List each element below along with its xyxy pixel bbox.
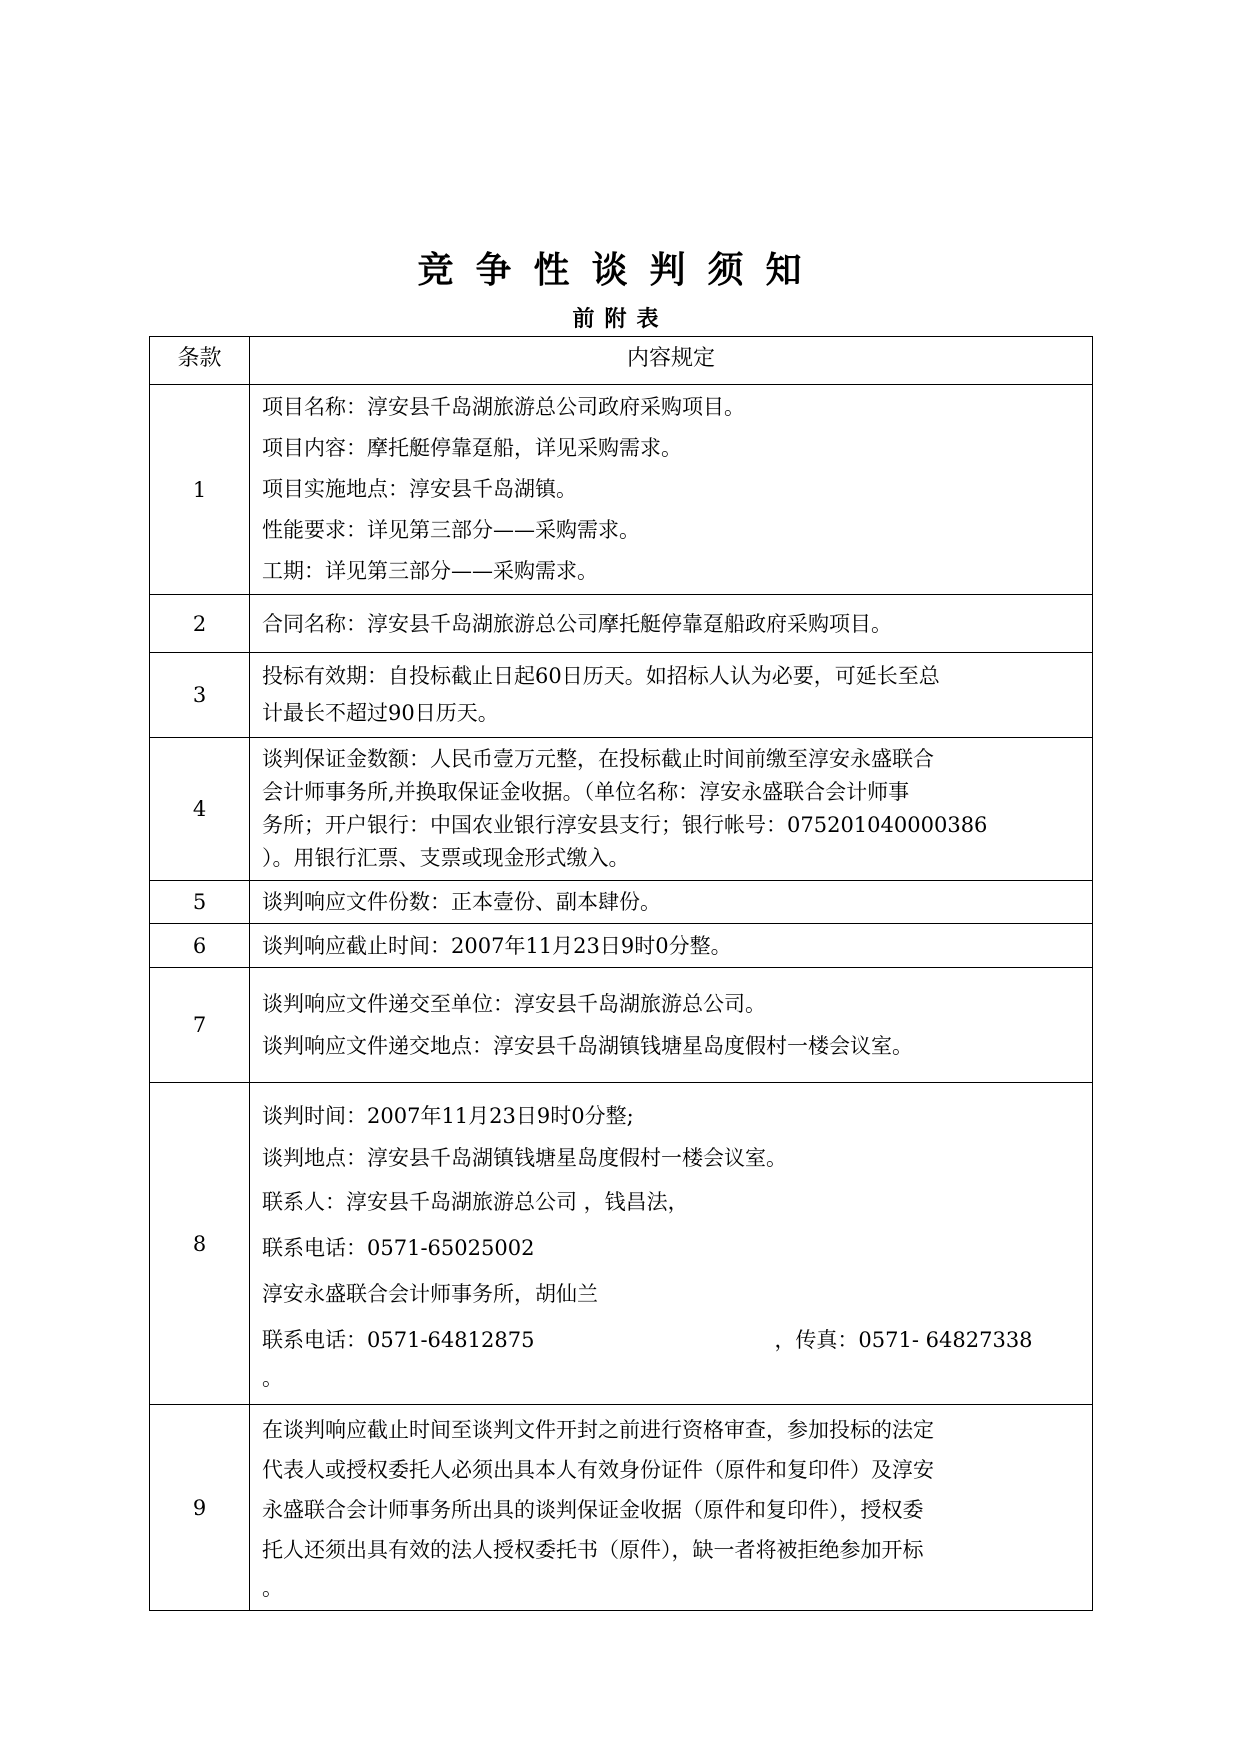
clause-content bbox=[250, 1405, 1093, 1611]
table-row bbox=[150, 385, 1093, 595]
page-title: 竞争性谈判须知 bbox=[417, 249, 824, 291]
content-line: 代表人或授权委托人必须出具本人有效身份证件（原件和复印件）及淳安 bbox=[262, 1457, 934, 1482]
content-line: 性能要求：详见第三部分——采购需求。 bbox=[262, 518, 640, 542]
content-line: 项目实施地点：淳安县千岛湖镇。 bbox=[262, 477, 577, 501]
clause-number: 1 bbox=[150, 385, 250, 595]
clause-number: 3 bbox=[150, 653, 250, 738]
table-row bbox=[150, 653, 1093, 738]
content-line: ）。用银行汇票、支票或现金形式缴入。 bbox=[262, 846, 630, 870]
content-line: 谈判地点：淳安县千岛湖镇钱塘星岛度假村一楼会议室。 bbox=[262, 1145, 787, 1170]
table-row bbox=[150, 1083, 1093, 1405]
clause-number: 6 bbox=[150, 924, 250, 968]
content-line: 谈判保证金数额：人民币壹万元整，在投标截止时间前缴至淳安永盛联合 bbox=[262, 747, 934, 771]
content-line: 在谈判响应截止时间至谈判文件开封之前进行资格审查，参加投标的法定 bbox=[262, 1417, 934, 1442]
clause-content bbox=[250, 1083, 1093, 1405]
content-line: 投标有效期：自投标截止日起60日历天。如招标人认为必要，可延长至总 bbox=[262, 664, 940, 688]
fax-number-text: ，传真：0571- 64827338 bbox=[774, 1327, 1033, 1352]
phone-number-text: 联系电话：0571-64812875 bbox=[262, 1327, 535, 1352]
table-header-row bbox=[150, 337, 1093, 385]
content-line: 合同名称：淳安县千岛湖旅游总公司摩托艇停靠趸船政府采购项目。 bbox=[262, 611, 892, 636]
table-row bbox=[150, 738, 1093, 881]
content-line: 。 bbox=[262, 1575, 283, 1600]
content-line: 会计师事务所,并换取保证金收据。（单位名称：淳安永盛联合会计师事 bbox=[262, 780, 910, 804]
content-line: 工期：详见第三部分——采购需求。 bbox=[262, 559, 598, 583]
clause-content bbox=[250, 924, 1093, 968]
clause-number: 5 bbox=[150, 881, 250, 924]
content-line: 托人还须出具有效的法人授权委托书（原件），缺一者将被拒绝参加开标 bbox=[262, 1537, 924, 1562]
clause-content bbox=[250, 653, 1093, 738]
content-line: 联系电话：0571-65025002 bbox=[262, 1235, 535, 1260]
clause-content bbox=[250, 881, 1093, 924]
attachment-table bbox=[149, 336, 1093, 1611]
content-line: 项目名称：淳安县千岛湖旅游总公司政府采购项目。 bbox=[262, 395, 745, 419]
table-row bbox=[150, 881, 1093, 924]
clause-number: 4 bbox=[150, 738, 250, 881]
clause-number: 2 bbox=[150, 595, 250, 653]
clause-number: 7 bbox=[150, 968, 250, 1083]
content-line: 谈判响应文件递交地点：淳安县千岛湖镇钱塘星岛度假村一楼会议室。 bbox=[262, 1034, 913, 1058]
clause-content bbox=[250, 968, 1093, 1083]
content-line: 计最长不超过90日历天。 bbox=[262, 701, 499, 725]
content-line: 务所；开户银行：中国农业银行淳安县支行；银行帐号：075201040000386 bbox=[262, 813, 988, 837]
table-row bbox=[150, 968, 1093, 1083]
content-line: 谈判响应截止时间：2007年11月23日9时0分整。 bbox=[262, 933, 732, 958]
clause-number: 9 bbox=[150, 1405, 250, 1611]
table-subtitle: 前附表 bbox=[572, 306, 669, 332]
clause-content bbox=[250, 738, 1093, 881]
content-line: 联系人：淳安县千岛湖旅游总公司 ，钱昌法， bbox=[262, 1189, 689, 1214]
attachment-table-container bbox=[149, 336, 1092, 1611]
content-line: 淳安永盛联合会计师事务所，胡仙兰 bbox=[262, 1281, 598, 1306]
content-line: 谈判时间：2007年11月23日9时0分整; bbox=[262, 1103, 634, 1128]
table-row bbox=[150, 595, 1093, 653]
content-line: 项目内容：摩托艇停靠趸船，详见采购需求。 bbox=[262, 436, 682, 460]
header-content: 内容规定 bbox=[250, 337, 1093, 385]
content-line: 谈判响应文件份数：正本壹份、副本肆份。 bbox=[262, 890, 661, 914]
table-row bbox=[150, 1405, 1093, 1611]
clause-content bbox=[250, 385, 1093, 595]
content-line: 谈判响应文件递交至单位：淳安县千岛湖旅游总公司。 bbox=[262, 992, 766, 1016]
header-clause: 条款 bbox=[150, 337, 250, 385]
table-row bbox=[150, 924, 1093, 968]
phone-fax-line bbox=[262, 1317, 1082, 1363]
content-line: 永盛联合会计师事务所出具的谈判保证金收据（原件和复印件），授权委 bbox=[262, 1497, 924, 1522]
clause-number: 8 bbox=[150, 1083, 250, 1405]
content-line: 。 bbox=[262, 1365, 283, 1390]
clause-content bbox=[250, 595, 1093, 653]
